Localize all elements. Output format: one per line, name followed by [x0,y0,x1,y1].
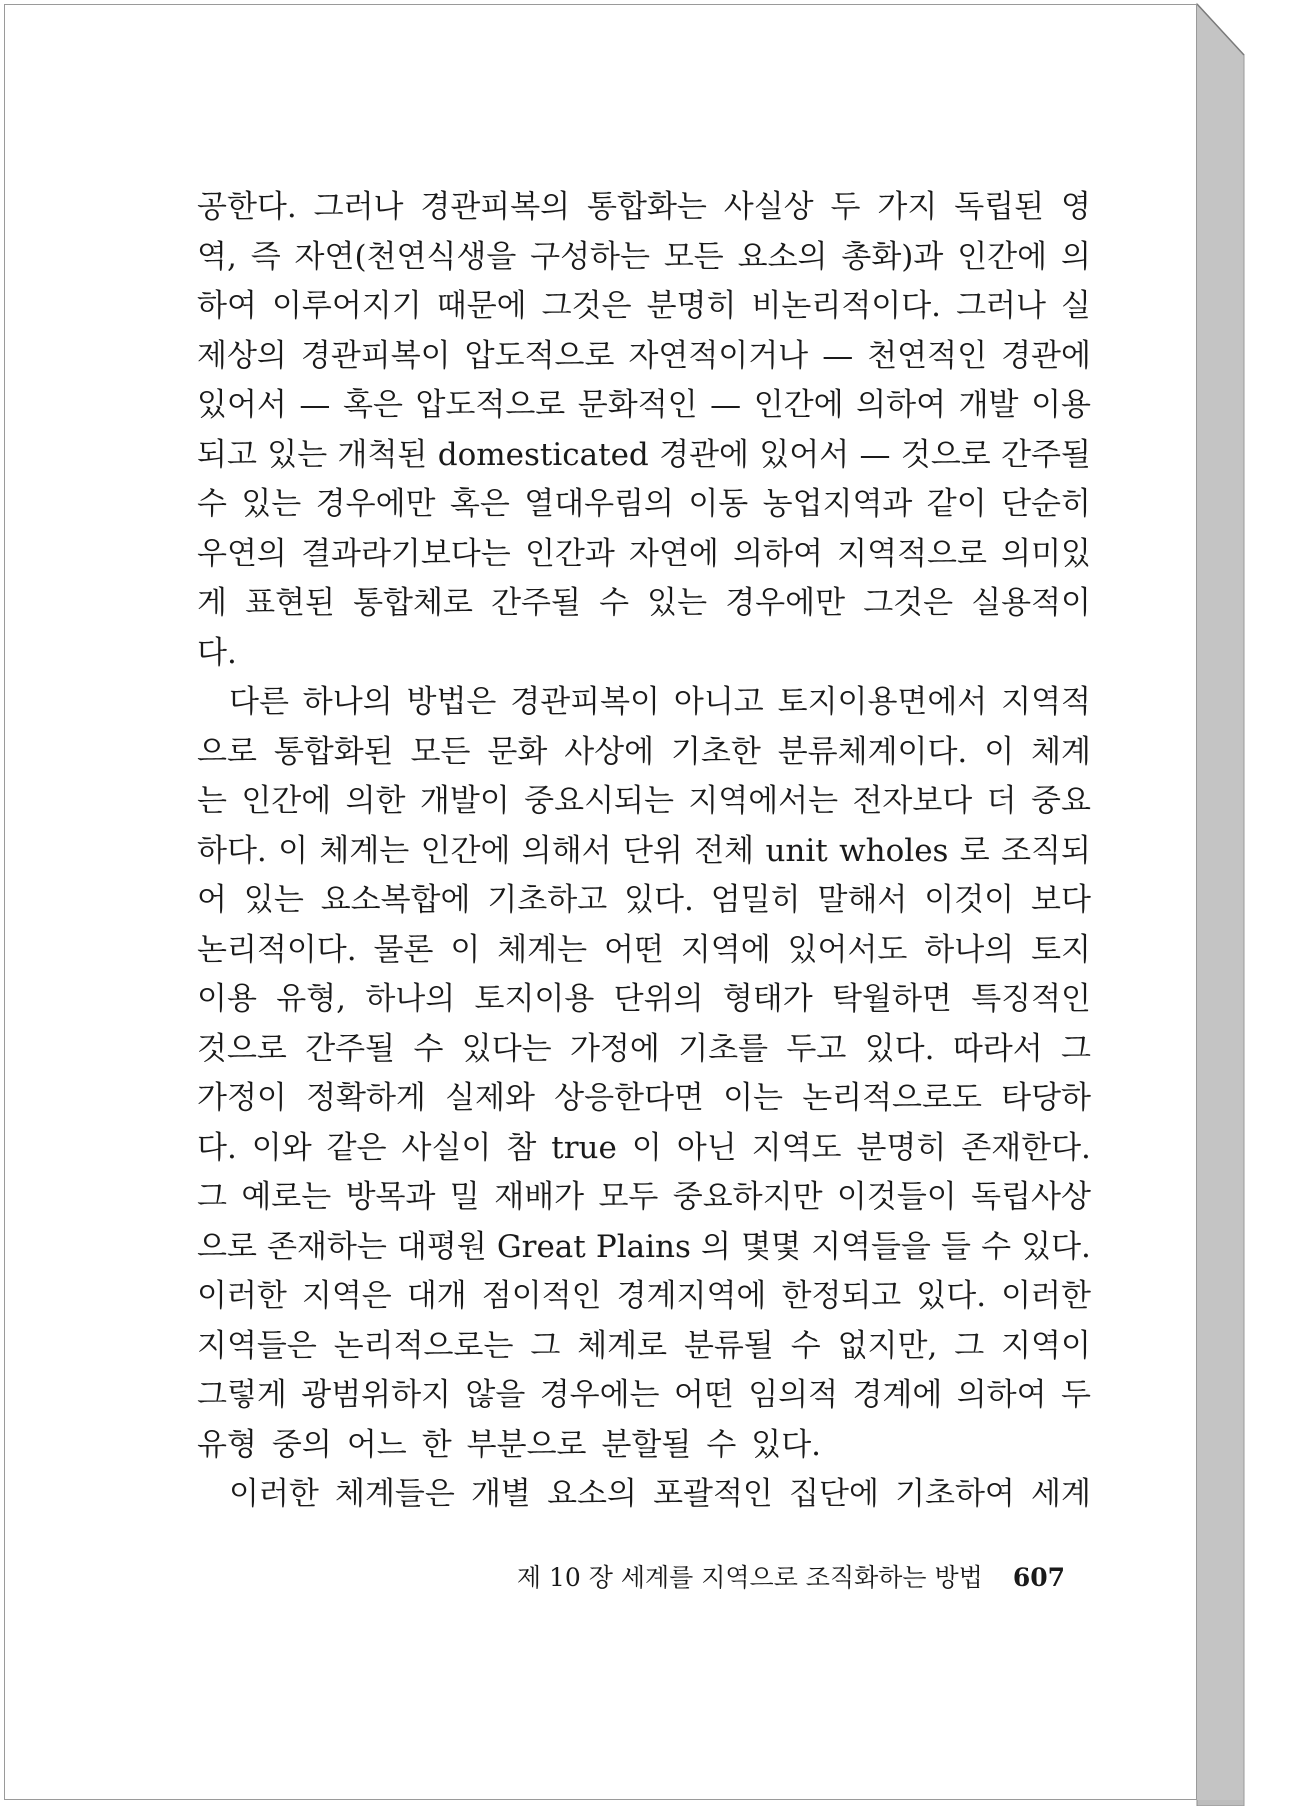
text-line [197,975,1091,1025]
text-line [197,1025,1091,1075]
word: 어떤 [673,1377,734,1413]
word: 있다. [751,1426,822,1463]
word: 있어서도 [787,931,908,968]
word: 지역적 [1001,684,1091,720]
word: 중의 [271,1426,332,1463]
word: 어느 [346,1426,407,1463]
word: 지역들은 [197,1327,317,1364]
word: 조직되 [1001,832,1091,869]
word: 의 [701,1228,731,1265]
word: 농업지역과 [762,486,913,522]
word: 가정에 [569,1030,660,1067]
word: 밀 [449,1179,480,1215]
word: 다. [197,634,237,671]
text-line [197,1371,1091,1421]
word: 두고 [786,1030,847,1067]
word: 존재한다. [961,1129,1091,1166]
word: 중요시되는 [524,783,674,819]
text-line [197,777,1091,827]
word: 포괄적인 [653,1476,773,1512]
word: 하다. [197,832,267,869]
word: 총화)과 [841,238,944,275]
word: 보다 [1031,882,1091,918]
text-line [197,678,1091,728]
word: 다른 [229,684,289,720]
word: 몇몇 [741,1228,801,1265]
word: 엄밀히 [710,882,801,918]
word: 있다. [1021,1228,1091,1265]
word: domesticated [437,436,649,473]
word: 예로는 [241,1179,332,1215]
word: 하나의 [365,981,456,1017]
word: — [822,337,854,374]
word: 비논리적이다. [751,288,942,324]
word: 개척된 [337,436,428,473]
word: 인간에 [420,832,511,869]
word: 한 [421,1426,452,1463]
word: 두 [830,189,861,225]
word: 즉 [250,238,281,275]
word: — [299,387,331,423]
word: 실용적이 [971,585,1091,621]
word: 지역에 [680,931,771,968]
word: 으로 [197,1228,257,1265]
word: 기초하고 [487,882,608,918]
word: 논리적으로도 [802,1080,982,1116]
word: 있다. [624,882,694,918]
word: 경관피복이 [510,684,660,720]
word: 어떤 [603,931,664,968]
word: 경관피복의 [420,189,571,225]
word: 들 [941,1228,971,1265]
text-line [197,480,1091,530]
word: 인간과 [524,535,615,572]
text-line [197,282,1091,332]
word: 이루어지기 [271,288,422,324]
word: 특징적인 [971,981,1091,1017]
page-number: 607 [1012,1563,1065,1592]
word: 경계에 [852,1377,943,1413]
word: 모든 [410,733,471,770]
word: — [710,387,742,423]
text-line [197,1322,1091,1372]
word: 개발 [958,387,1019,423]
text-line [197,332,1091,382]
text-line [197,728,1091,778]
word: 수 [981,1228,1012,1265]
word: 세계 [1031,1476,1091,1512]
word: 있는 [241,486,302,522]
word: 체계들은 [335,1476,455,1512]
word: 논리적으로는 [333,1327,514,1364]
word: 압도적으로 [415,387,566,423]
word: 있어서 [759,436,850,473]
word: 토지이용 [474,981,595,1017]
word: 으로 [197,733,257,770]
text-line [197,1124,1091,1174]
word: 그러나 [956,288,1046,324]
word: 이와 [251,1129,312,1166]
text-line [197,1173,1091,1223]
word: 물론 [373,931,434,968]
word: 하여 [197,288,257,324]
word: 구성하는 [530,238,650,275]
word: 경계지역에 [616,1278,767,1314]
word: 사실이 [401,1129,492,1166]
word: 통합체로 [353,585,473,621]
word: 되고 [197,436,257,473]
word: 그러나 [313,189,404,225]
word: 토지이용면에서 [777,684,988,720]
word: 따라서 [952,1030,1043,1067]
word: 점이적인 [481,1278,602,1314]
word: 압도적으로 [464,337,615,374]
word: 이용 [1031,387,1091,423]
word: 없지만, [837,1327,938,1364]
word: 있어서 [197,387,287,423]
word: 같은 [326,1129,387,1166]
word: 논리적이다. [197,931,357,968]
word: 가정이 [197,1080,287,1116]
word: 그 [954,1327,985,1364]
word: 의해서 [521,832,612,869]
word: 이것이 [924,882,1015,918]
word: 수 [790,1327,821,1364]
word: 의하여 [956,1377,1047,1413]
word: 때문에 [436,288,527,324]
word: 기초한 [670,733,761,770]
word: true [551,1129,617,1166]
word: 부분으로 [466,1426,587,1463]
word: 정확하게 [306,1080,426,1116]
word: 집단에 [789,1476,879,1512]
word: 의미있 [1001,535,1091,572]
word: 한정되고 [781,1278,902,1314]
word: 하나의 [924,931,1015,968]
word: 상응한다면 [554,1080,704,1116]
word: 문화적인 [577,387,698,423]
text-line [197,183,1091,233]
text-line [197,1470,1091,1520]
text-line [197,926,1091,976]
word: 이 [278,832,309,869]
word: unit [765,832,828,869]
word: 체계 [1031,733,1091,770]
text-line [197,1223,1091,1273]
word: 분류될 [683,1327,774,1364]
word: 지역은 [301,1278,392,1314]
word: 더 [986,783,1017,819]
word: 전자보다 [852,783,973,819]
word: 그 [197,1179,227,1215]
word: 재배가 [494,1179,585,1215]
word: 의하여 [733,535,823,572]
word: 지역에서는 [688,783,839,819]
word: 탁월하면 [832,981,952,1017]
word: 는 [197,783,227,819]
word: 타당하 [1001,1080,1091,1116]
word: 우연의 [197,535,287,572]
word: 분명히 [646,288,737,324]
word: 독립된 [954,189,1045,225]
word: 참 [506,1129,537,1166]
word: 지역도 [751,1129,842,1166]
word: 다. [197,1129,237,1166]
word: 존재하는 [267,1228,387,1265]
word: 하나의 [302,684,393,720]
word: 모두 [598,1179,659,1215]
word: 모든 [663,238,724,275]
word: 그렇게 [197,1377,287,1413]
word: 경관에 [659,436,749,473]
word: 요소복합에 [320,882,471,918]
word: 이용 [197,981,257,1017]
word: 대개 [406,1278,467,1314]
word: 수 [706,1426,737,1463]
word: 지역이 [1001,1327,1091,1364]
body-text [197,183,1091,1520]
word: 이 [984,733,1015,770]
word: 분명히 [856,1129,947,1166]
word: 공한다. [197,189,297,225]
word: 자연에 [629,535,719,572]
word: 경관피복이 [300,337,451,374]
word: 통합화는 [587,189,707,225]
word: 요소의 [737,238,828,275]
text-line [197,1272,1091,1322]
text-line [197,431,1091,481]
word: 사상에 [564,733,655,770]
word: 인간에 [957,238,1048,275]
word: 말해서 [817,882,908,918]
word: 문화 [487,733,548,770]
word: 그것은 [541,288,632,324]
word: 있는 [647,585,708,621]
word: 그것은 [863,585,954,621]
word: 이러한 [229,1476,319,1512]
word: 게 [197,585,227,621]
word: 경우에만 [725,585,846,621]
word: 유형 [197,1426,257,1463]
text-line [197,827,1091,877]
word: 전체 [694,832,755,869]
word: 실제와 [445,1080,535,1116]
word: 이 [631,1129,662,1166]
word: 요소의 [547,1476,637,1512]
word: 체계는 [319,832,410,869]
text-line [197,876,1091,926]
word: 단위의 [613,981,704,1017]
word: 있다는 [461,1030,552,1067]
word: 기초를 [678,1030,769,1067]
word: 방법은 [406,684,497,720]
word: 간주될 [491,585,581,621]
word: 있다. [916,1278,987,1314]
word: 혹은 [343,387,403,423]
word: 아닌 [676,1129,737,1166]
word: Plains [595,1228,691,1265]
word: wholes [839,832,949,869]
word: 있는 [267,436,328,473]
word: 임의적 [748,1377,839,1413]
book-edge-front [1197,4,1244,1800]
word: 이는 [723,1080,783,1116]
word: 표현된 [245,585,335,621]
word: Great [496,1228,586,1265]
word: 이 [450,931,481,968]
word: — [859,436,891,473]
word: 수 [197,486,227,522]
word: 두 [1060,1377,1091,1413]
word: 인간에 [241,783,332,819]
word: 인간에 [753,387,844,423]
word: 이동 [688,486,749,522]
word: 방목과 [345,1179,436,1215]
word: 있는 [243,882,304,918]
word: 그 [1061,1030,1091,1067]
word: 형태가 [722,981,813,1017]
word: 자연(천연식생을 [294,238,517,275]
word: 있다. [864,1030,935,1067]
word: 유형, [276,981,346,1017]
word: 분류체계이다. [777,733,968,770]
word: 역, [197,238,237,275]
text-line [197,381,1091,431]
word: 중요 [1031,783,1091,819]
word: 분할될 [601,1426,692,1463]
word: 자연적이거나 [628,337,809,374]
chapter-title: 제 10 장 세계를 지역으로 조직화하는 방법 [516,1563,983,1592]
text-line [197,530,1091,580]
word: 사실상 [723,189,814,225]
word: 제상의 [197,337,287,374]
word: 토지 [1031,931,1091,968]
text-line [197,1074,1091,1124]
word: 지역들을 [811,1228,931,1265]
word: 간주될 [305,1030,396,1067]
word: 그 [530,1327,561,1364]
word: 간주될 [1001,436,1091,473]
word: 기초하여 [895,1476,1015,1512]
word: 의한 [345,783,406,819]
word: 수 [599,585,630,621]
word: 것으로 [197,1030,287,1067]
word: 혹은 [449,486,510,522]
word: 가지 [877,189,938,225]
word: 열대우림의 [524,486,674,522]
word: 아니고 [673,684,764,720]
word: 지역적으로 [837,535,987,572]
word: 결과라기보다는 [301,535,511,572]
running-footer [505,1558,1065,1594]
text-line [197,1421,1091,1471]
text-line [197,233,1091,283]
word: 체계는 [497,931,588,968]
word: 이러한 [1001,1278,1091,1314]
word: 통합화된 [273,733,394,770]
word: 이것들이 [836,1179,957,1215]
word: 로 [959,832,990,869]
word: 중요하지만 [672,1179,823,1215]
word: 대평원 [396,1228,487,1265]
document-page [4,4,1197,1800]
word: 독립사상 [971,1179,1091,1215]
word: 같이 [926,486,987,522]
word: 체계로 [577,1327,668,1364]
word: 영 [1061,189,1091,225]
text-line [197,629,1091,679]
word: 않을 [465,1377,526,1413]
word: 광범위하지 [301,1377,451,1413]
word: 개별 [470,1476,531,1512]
word: 천연적인 [867,337,988,374]
word: 실 [1060,288,1091,324]
text-line [197,579,1091,629]
word: 개발이 [419,783,510,819]
word: 경우에만 [315,486,436,522]
word: 의 [1060,238,1091,275]
word: 수 [413,1030,444,1067]
word: 것으로 [900,436,991,473]
word: 이러한 [197,1278,287,1314]
word: 경우에는 [539,1377,660,1413]
word: 의하여 [856,387,947,423]
word: 경관에 [1001,337,1091,374]
word: 어 [197,882,227,918]
word: 단위 [622,832,683,869]
word: 단순히 [1001,486,1091,522]
